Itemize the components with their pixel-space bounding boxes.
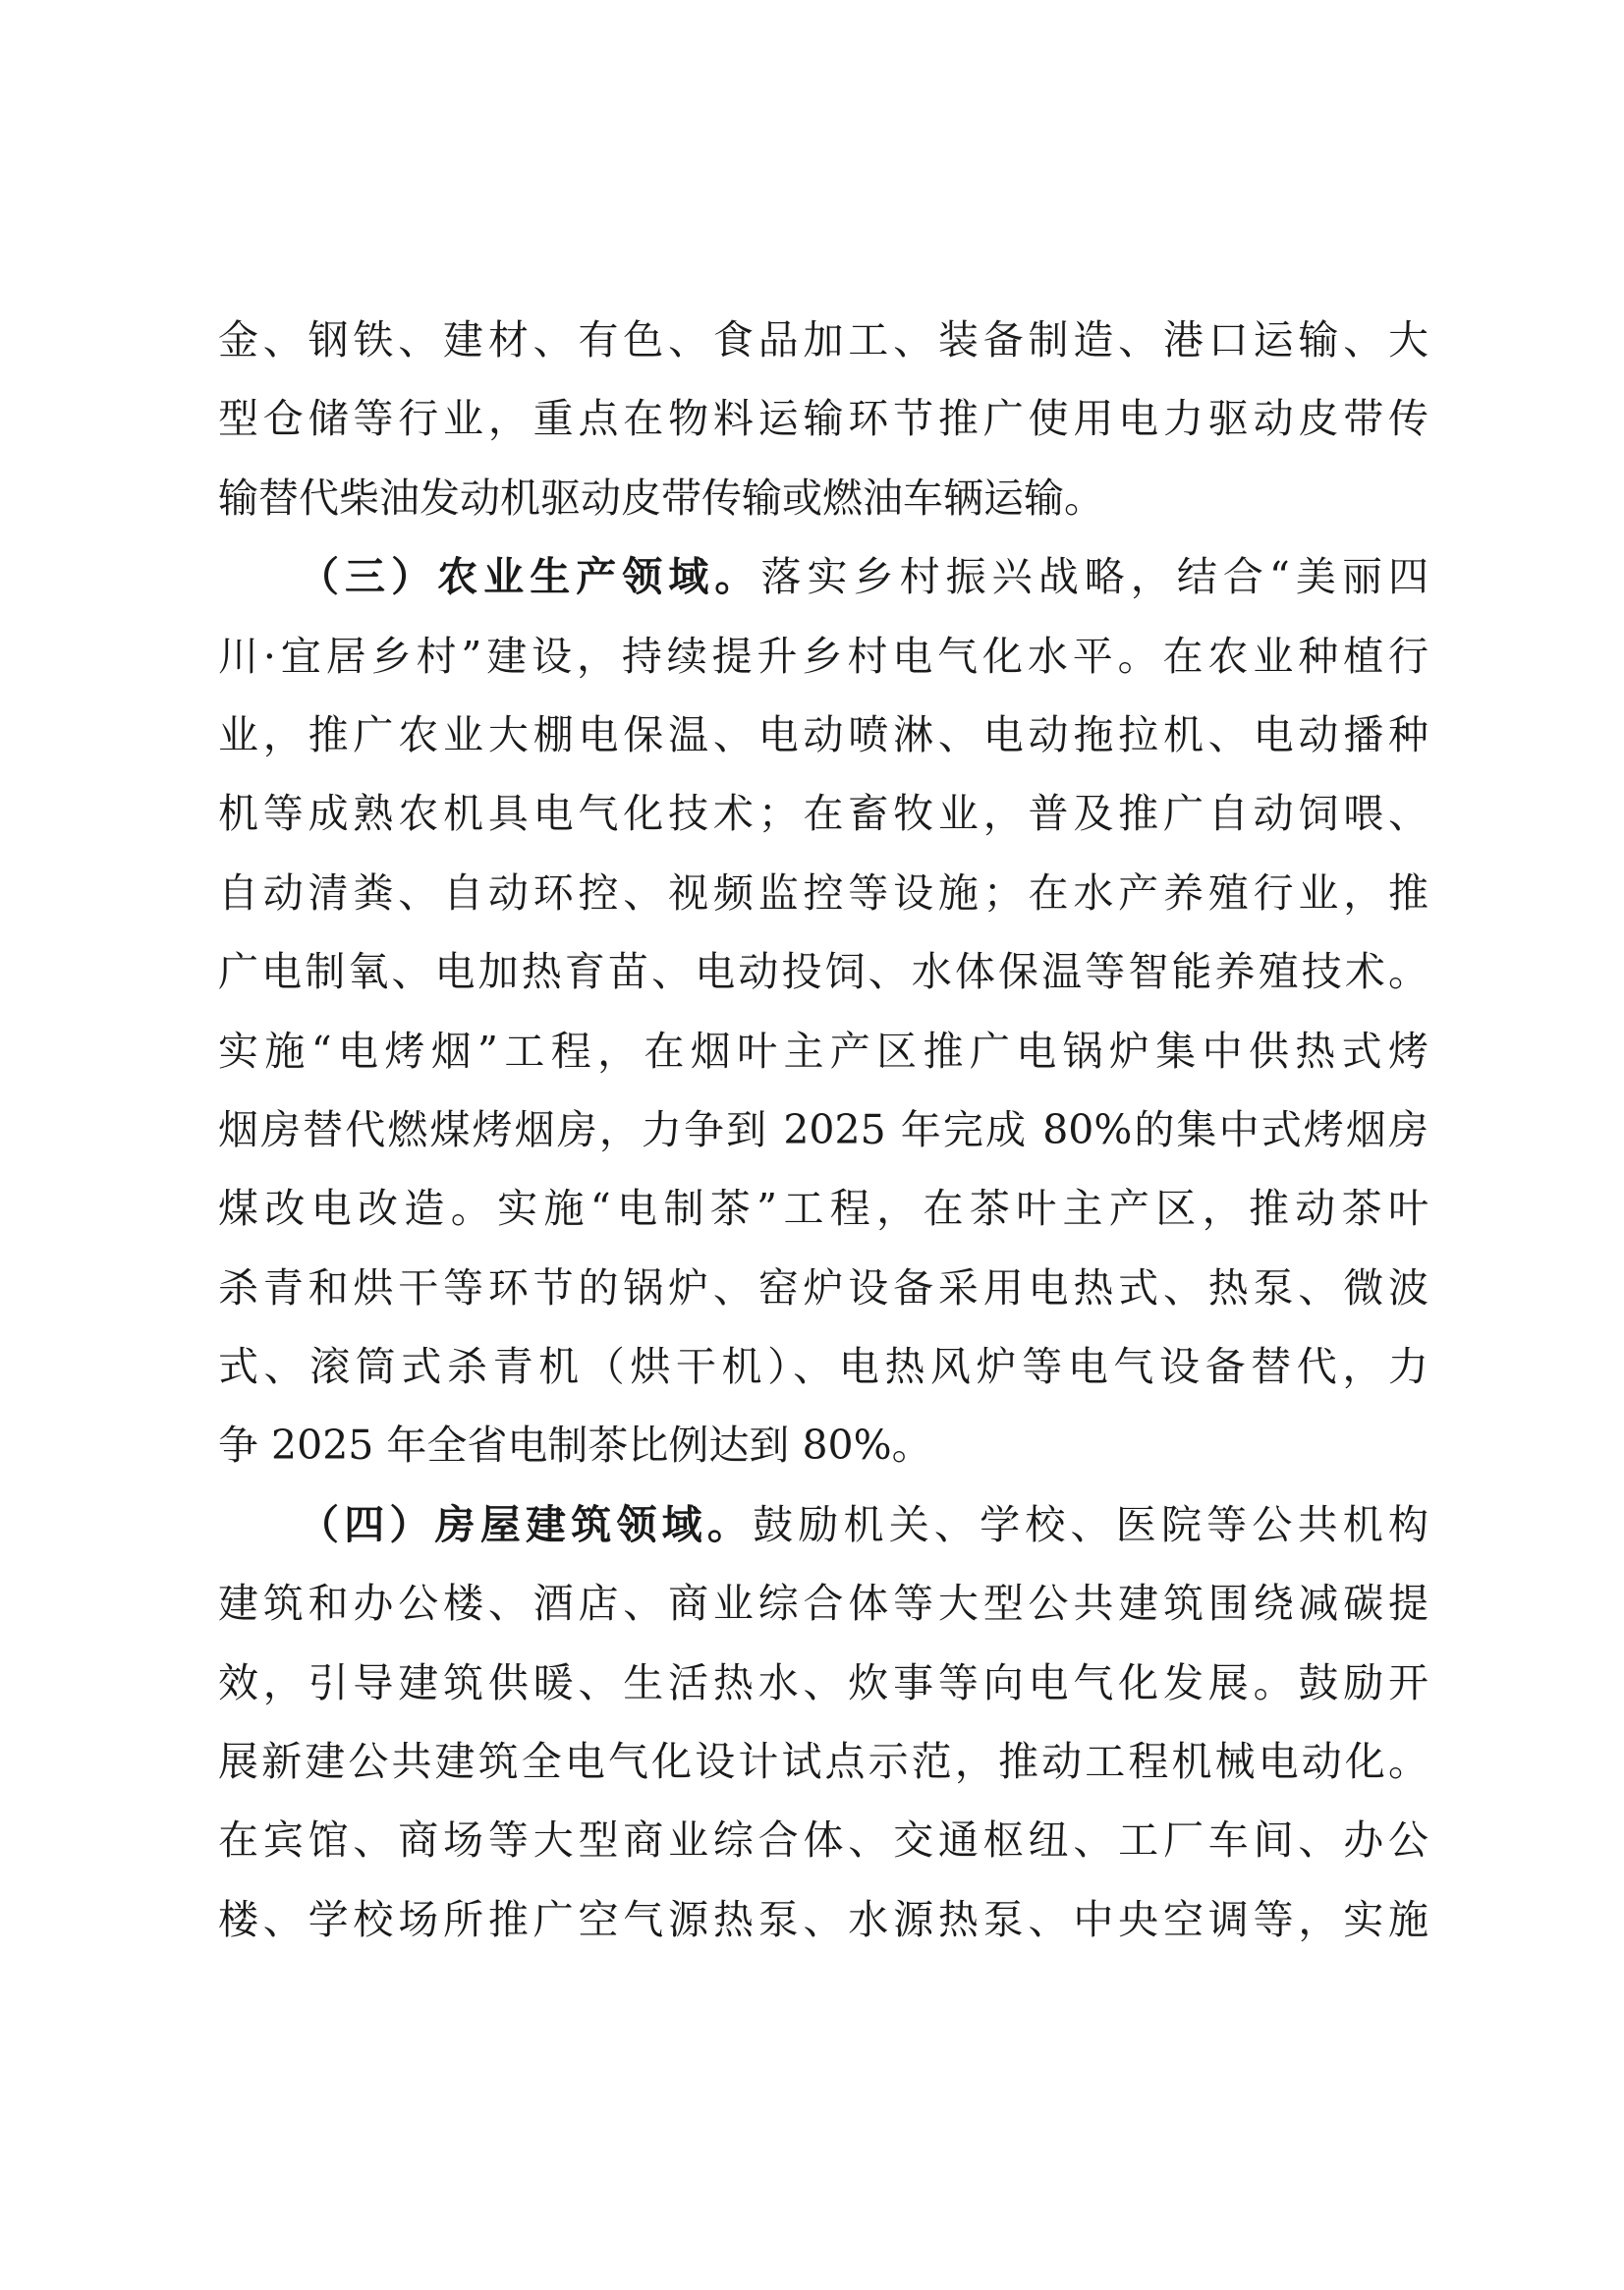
paragraph-line: 效，引导建筑供暖、生活热水、炊事等向电气化发展。鼓励开: [218, 1658, 1428, 1706]
paragraph-line: 型仓储等行业，重点在物料运输环节推广使用电力驱动皮带传: [218, 395, 1428, 443]
paragraph-line: 展新建公共建筑全电气化设计试点示范，推动工程机械电动化。: [218, 1738, 1428, 1786]
paragraph-line: 杀青和烘干等环节的锅炉、窑炉设备采用电热式、热泵、微波: [218, 1263, 1428, 1312]
paragraph-line: 机等成熟农机具电气化技术；在畜牧业，普及推广自动饲喂、: [218, 790, 1428, 838]
paragraph-line: 自动清粪、自动环控、视频监控等设施；在水产养殖行业，推: [218, 868, 1428, 917]
body-text: [218, 301, 1428, 1959]
paragraph-line: 业，推广农业大棚电保温、电动喷淋、电动拖拉机、电动播种: [218, 710, 1428, 758]
section-heading: （三）农业生产领域。: [299, 553, 761, 601]
paragraph-text: 鼓励机关、学校、医院等公共机构: [753, 1500, 1429, 1548]
paragraph-first-line: [218, 537, 1428, 616]
paragraph-line: 煤改电改造。实施“电制茶”工程，在茶叶主产区，推动茶叶: [218, 1185, 1428, 1233]
section-heading: （四）房屋建筑领域。: [299, 1500, 754, 1548]
paragraph-line: 争 2025 年全省电制茶比例达到 80%。: [218, 1422, 932, 1470]
paragraph-first-line: [218, 1485, 1428, 1564]
paragraph-line: 楼、学校场所推广空气源热泵、水源热泵、中央空调等，实施: [218, 1895, 1428, 1943]
paragraph-line: 金、钢铁、建材、有色、食品加工、装备制造、港口运输、大: [218, 316, 1428, 363]
paragraph-line: 烟房替代燃煤烤烟房，力争到 2025 年完成 80%的集中式烤烟房: [218, 1105, 1428, 1153]
paragraph-line: 在宾馆、商场等大型商业综合体、交通枢纽、工厂车间、办公: [218, 1816, 1428, 1865]
paragraph-line: 川·宜居乡村”建设，持续提升乡村电气化水平。在农业种植行: [218, 632, 1428, 680]
paragraph-text: 落实乡村振兴战略，结合“美丽四: [760, 553, 1428, 601]
paragraph-line: 建筑和办公楼、酒店、商业综合体等大型公共建筑围绕减碳提: [218, 1580, 1428, 1628]
paragraph-line: 广电制氧、电加热育苗、电动投饲、水体保温等智能养殖技术。: [218, 948, 1428, 996]
paragraph-line: 式、滚筒式杀青机（烘干机）、电热风炉等电气设备替代，力: [218, 1343, 1428, 1391]
paragraph-line: 输替代柴油发动机驱动皮带传输或燃油车辆运输。: [218, 474, 1104, 522]
paragraph-line: 实施“电烤烟”工程，在烟叶主产区推广电锅炉集中供热式烤: [218, 1027, 1428, 1075]
